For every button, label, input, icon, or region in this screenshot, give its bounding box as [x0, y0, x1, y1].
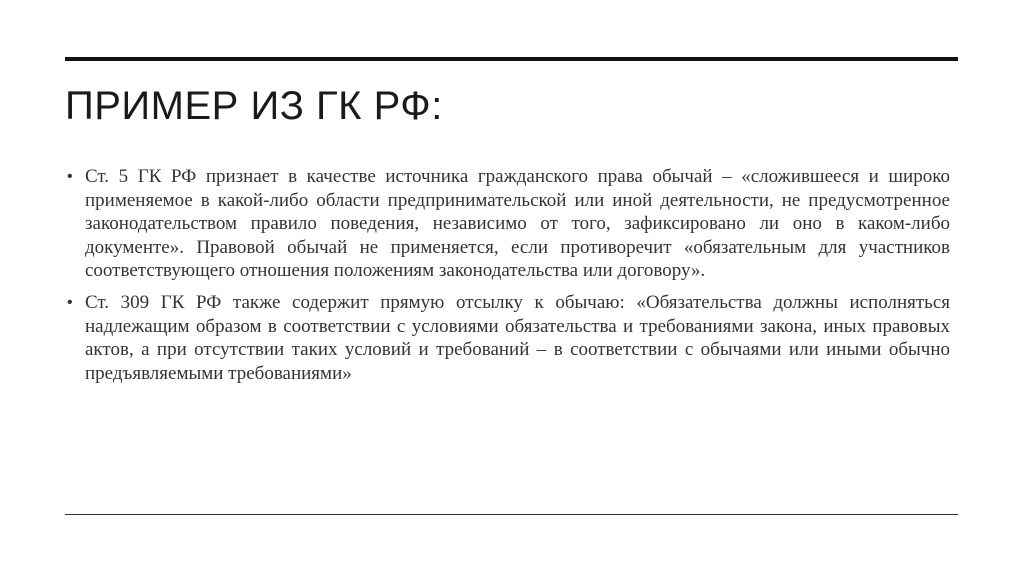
bullet-list	[65, 165, 950, 393]
bottom-divider	[65, 514, 958, 515]
bullet-item-st5	[65, 165, 950, 283]
bullet-text: Ст. 309 ГК РФ также содержит прямую отсылку к обычаю: «Обязательства должны исполняться надлежащим образом в соответствии с условиями обязательства и требованиями закона, иных правовых актов, а при отсутствии таких условий и требований – в соответствии с обычаями или иными обычно предъявляемыми требованиями»	[85, 291, 950, 384]
slide-title: ПРИМЕР ИЗ ГК РФ:	[65, 84, 443, 128]
top-divider	[65, 57, 958, 61]
bullet-icon: •	[67, 293, 73, 311]
bullet-icon: •	[67, 168, 73, 185]
bullet-text: Ст. 5 ГК РФ признает в качестве источника гражданского права обычай – «сложившееся и широко применяемое в какой-либо области предпринимательской или иной деятельности, не предусмотренное законодательством правило поведения, независимо от того, зафиксировано ли оно в каком-либо документе». Правовой обычай не применяется, если противоречит «обязательным для участников соответствующего отношения положениям законодательства или договору».	[85, 166, 950, 282]
bullet-item-st309	[65, 291, 950, 385]
